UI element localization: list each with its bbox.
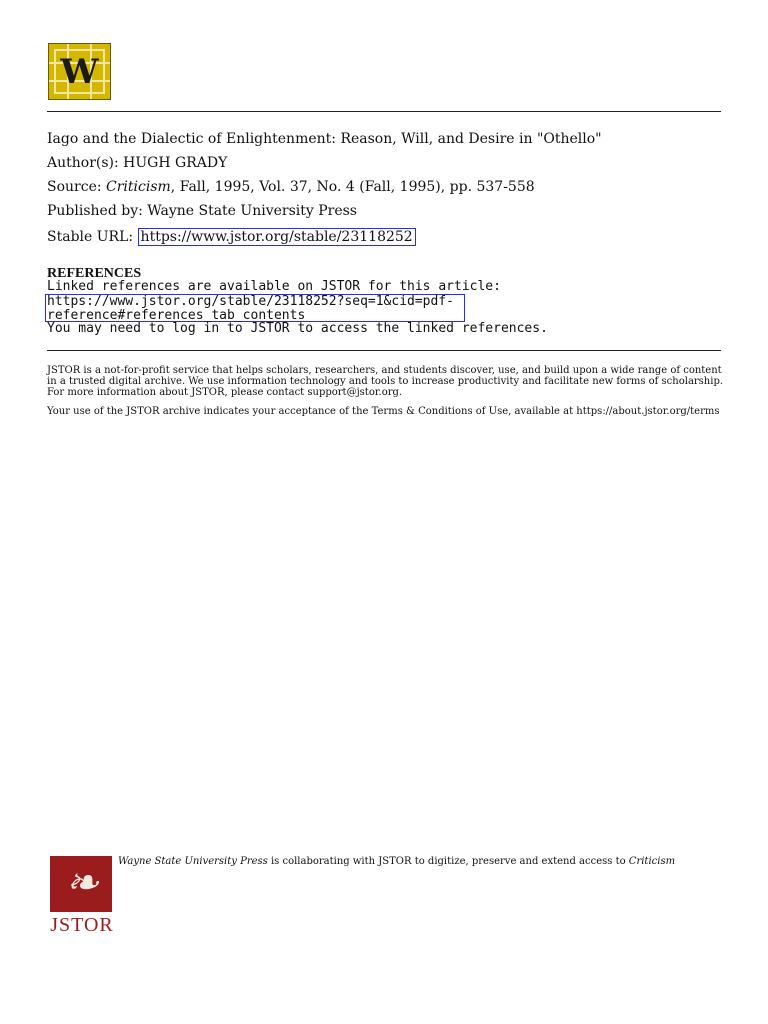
wayne-state-logo — [48, 43, 111, 100]
stable-url-link[interactable]: https://www.jstor.org/stable/23118252 — [138, 228, 416, 246]
authors-value: HUGH GRADY — [123, 155, 228, 171]
stable-url-line — [47, 228, 416, 246]
jstor-about-text: JSTOR is a not-for-profit service that helps scholars, researchers, and students discover, use, and build upon a wide range of content in a trusted digital archive. We use information technology and tools to increase productivity and facilitate new forms of scholarship. For more information about JSTOR, please contact support@jstor.org. — [47, 365, 724, 398]
middle-divider — [47, 350, 721, 351]
publisher-label: Published by: — [47, 203, 143, 219]
references-intro: Linked references are available on JSTOR for this article: — [47, 279, 501, 294]
jstor-wordmark: JSTOR — [50, 914, 114, 936]
publisher-value: Wayne State University Press — [147, 203, 357, 219]
terms-of-use-text: Your use of the JSTOR archive indicates your acceptance of the Terms & Conditions of Use, available at https://about.jstor.org/terms — [47, 406, 720, 417]
authors-label: Author(s): — [47, 155, 119, 171]
jstor-emblem-glyph: ❧ — [65, 860, 99, 906]
references-login-note: You may need to log in to JSTOR to access the linked references. — [47, 321, 548, 336]
collab-publisher: Wayne State University Press — [118, 856, 268, 867]
stable-url-label: Stable URL: — [47, 229, 134, 245]
jstor-logo — [50, 856, 114, 936]
journal-name: Criticism — [106, 179, 171, 195]
collab-journal: Criticism — [628, 856, 676, 867]
authors-line — [47, 154, 227, 172]
collaboration-statement — [118, 856, 678, 868]
source-details: , Fall, 1995, Vol. 37, No. 4 (Fall, 1995), pp. 537-558 — [170, 179, 535, 195]
top-divider — [47, 111, 721, 112]
article-title: Iago and the Dialectic of Enlightenment: Reason, Will, and Desire in "Othello" — [47, 131, 602, 147]
references-link-line-2[interactable]: reference#references_tab_contents — [47, 308, 306, 323]
collab-middle: is collaborating with JSTOR to digitize, preserve and extend access to — [267, 856, 629, 867]
references-link-line-1[interactable]: https://www.jstor.org/stable/23118252?seq=1&cid=pdf- — [47, 294, 454, 309]
publisher-line — [47, 202, 357, 220]
source-label: Source: — [47, 179, 102, 195]
references-heading: REFERENCES — [47, 266, 142, 281]
source-line — [47, 178, 535, 196]
logo-letter: W — [60, 52, 99, 92]
